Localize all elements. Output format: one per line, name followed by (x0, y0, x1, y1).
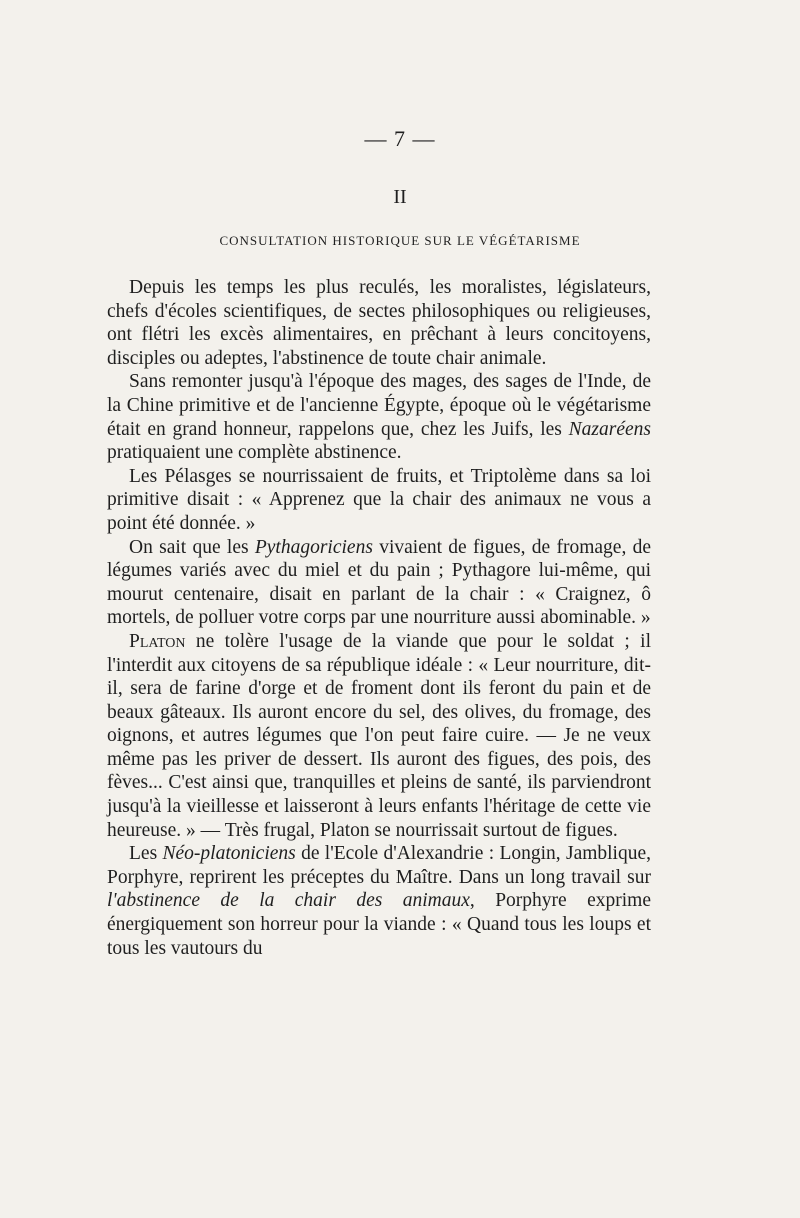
section-number: II (393, 186, 407, 208)
paragraph (107, 630, 651, 842)
italic-text: Nazaréens (568, 418, 651, 440)
italic-text: l'abstinence de la chair des animaux (107, 890, 470, 912)
paragraph (107, 536, 651, 630)
paragraph (107, 842, 651, 960)
text-run: vivaient de figues, de fromage, de légumes variés avec du miel et du pain ; Pythagore lui-même, qui mourut centenaire, disait en parlant de la chair : « Craignez, ô mortels, de polluer votre corps par une nourriture aussi abominable. » (107, 536, 651, 629)
text-run: Les (129, 843, 163, 865)
small-caps-text: Platon (129, 630, 186, 652)
body-text (107, 276, 651, 960)
text-run: Depuis les temps les plus reculés, les moralistes, législateurs, chefs d'écoles scientifiques, de sectes philosophiques ou religieuses, ont flétri les excès alimentaires, en prêchant à leurs concitoyens, disciples ou adeptes, l'abstinence de toute chair animale. (107, 277, 651, 369)
text-run: On sait que les (129, 536, 255, 558)
italic-text: Néo-platoniciens (162, 843, 296, 865)
text-run: , Porphyre exprime énergiquement son horreur pour la viande : « Quand tous les loups et tous les vautours du (107, 890, 651, 959)
text-run: Les Pélasges se nourrissaient de fruits, et Triptolème dans sa loi primitive disait : « Apprenez que la chair des animaux ne vous a point été donnée. » (107, 465, 651, 534)
italic-text: Pythagoriciens (254, 536, 373, 558)
text-run: de l'Ecole d'Alexandrie : Longin, Jamblique, Porphyre, reprirent les préceptes du Maître. Dans un long travail sur (107, 843, 652, 888)
text-run: Sans remonter jusqu'à l'époque des mages, des sages de l'Inde, de la Chine primitive et de l'ancienne Égypte, époque où le végétarisme était en grand honneur, rappelons que, chez les Juifs, les (107, 371, 651, 440)
text-run: ne tolère l'usage de la viande que pour le soldat ; il l'interdit aux citoyens de sa république idéale : « Leur nourriture, dit-il, sera de farine d'orge et de froment dont ils feront du pain et de beaux gâteaux. Ils auront encore du sel, des olives, du fromage, des oignons, et autres légumes que l'on peut faire cuire. — Je ne veux même pas les priver de dessert. Ils auront des figues, des pois, des fèves... C'est ainsi que, tranquilles et pleins de santé, ils parviendront jusqu'à la vieillesse et laisseront à leurs enfants l'héritage de cette vie heureuse. » — Très frugal, Platon se nourrissait surtout de figues. (107, 630, 651, 841)
section-title: CONSULTATION HISTORIQUE SUR LE VÉGÉTARISME (219, 233, 581, 248)
paragraph (107, 465, 651, 536)
paragraph (107, 370, 651, 464)
page-number: — 7 — (364, 126, 436, 151)
paragraph (107, 276, 651, 370)
text-run: pratiquaient une complète abstinence. (107, 442, 402, 464)
